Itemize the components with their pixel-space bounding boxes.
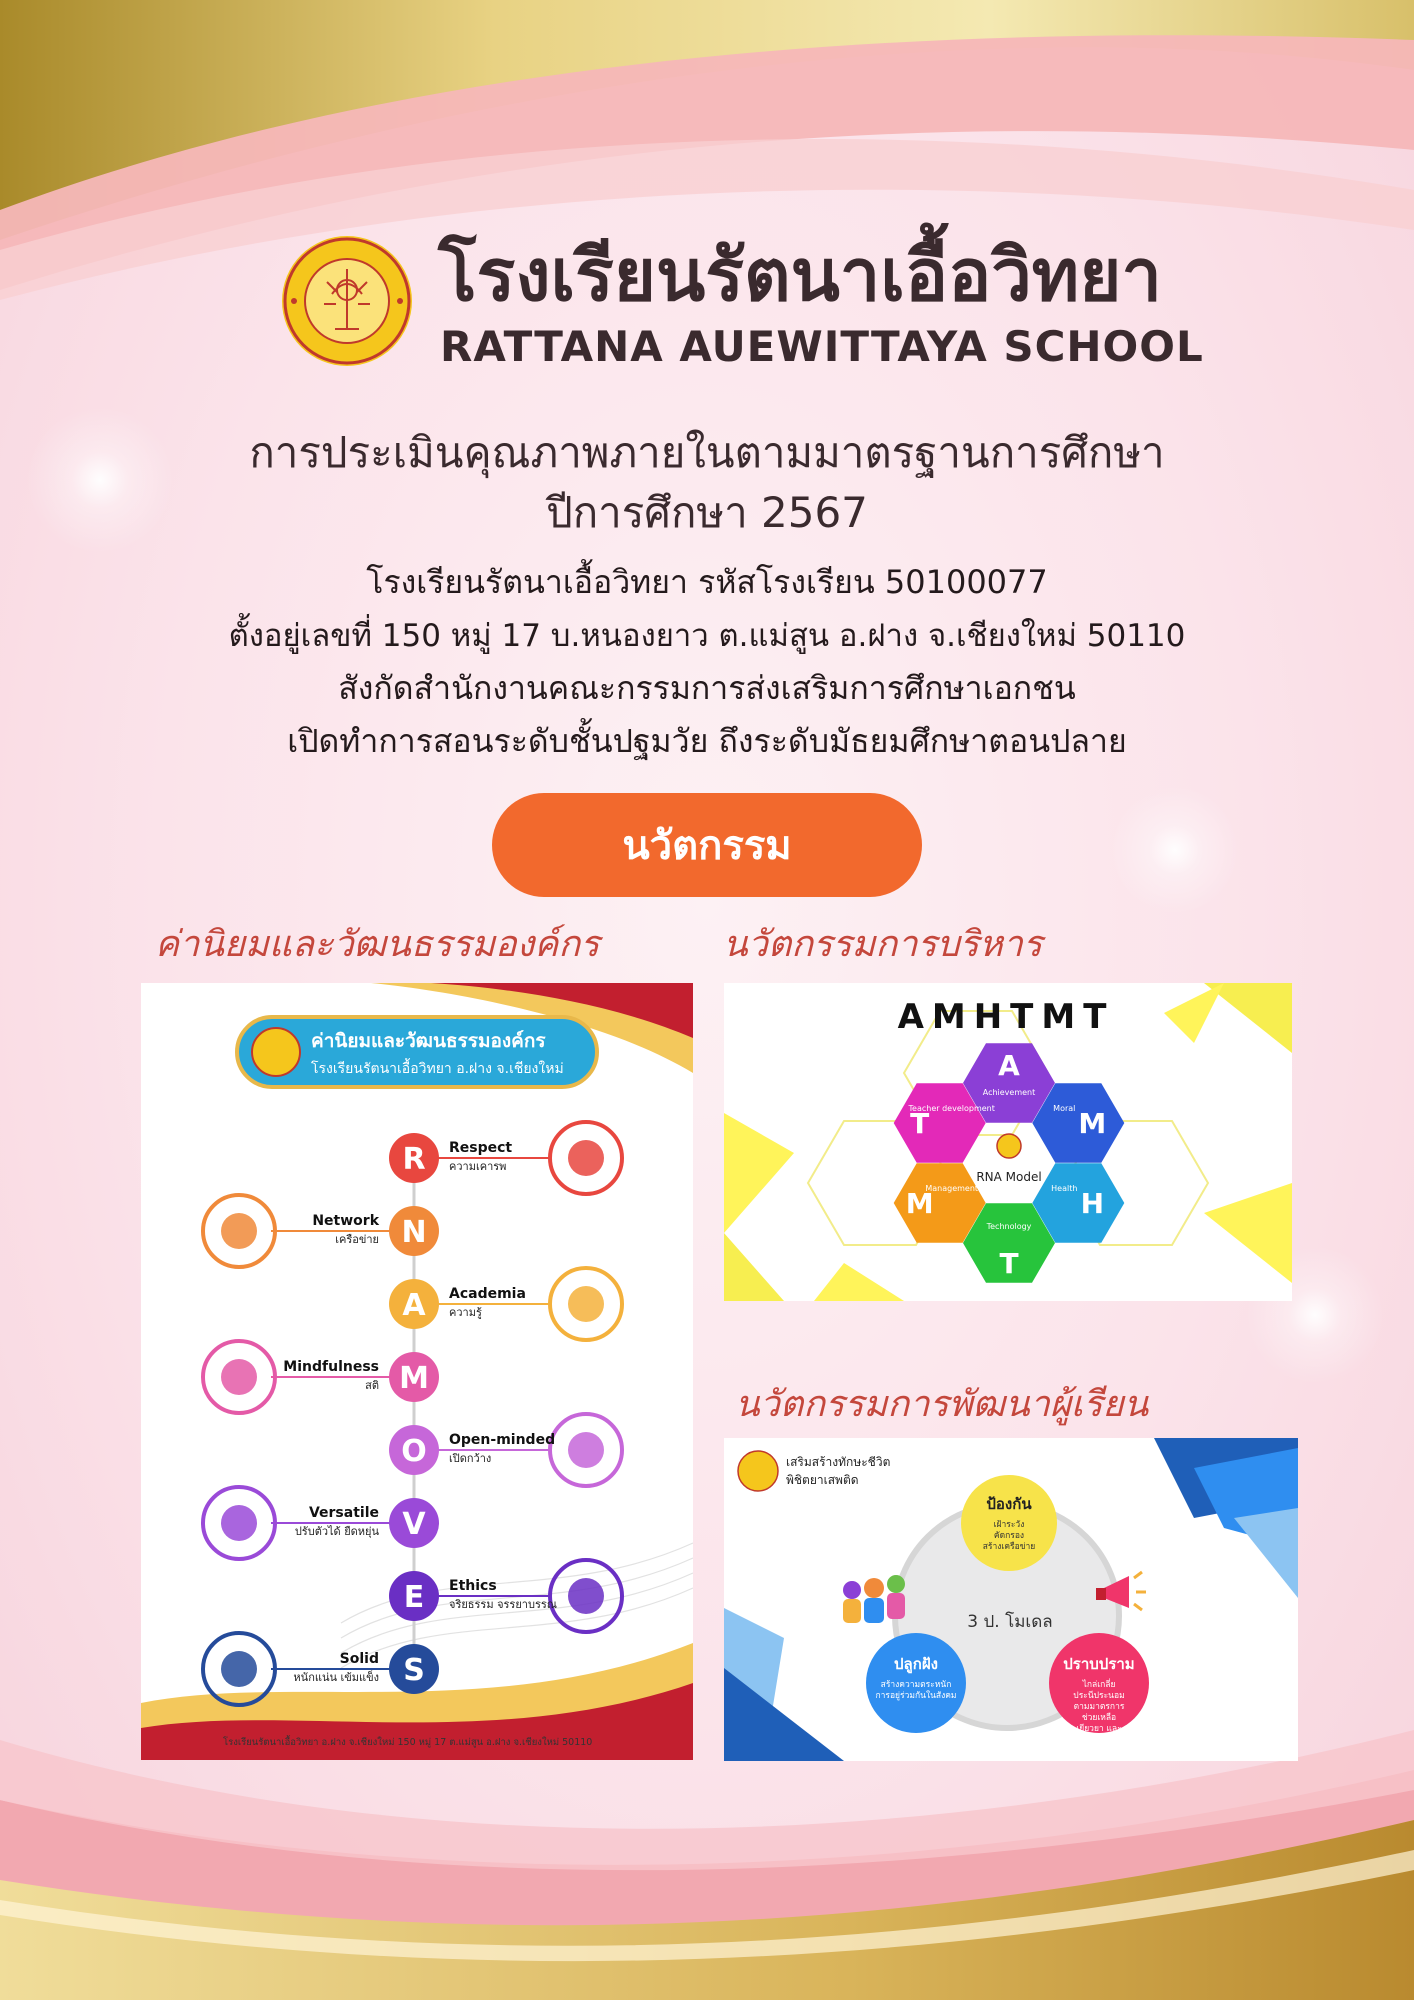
rnamoves-value-th: ความรู้ xyxy=(449,1306,482,1319)
school-header xyxy=(280,230,1204,371)
three-p-header-line1: เสริมสร้างทักษะชีวิต xyxy=(786,1455,891,1469)
rnamoves-value-th: จริยธรรม จรรยาบรรณ xyxy=(449,1598,557,1611)
section-heading-values: ค่านิยมและวัฒนธรรมองค์กร xyxy=(155,924,600,965)
rnamoves-poster[interactable] xyxy=(141,983,693,1760)
amhtmt-label: Teacher development xyxy=(908,1104,995,1113)
rnamoves-letter: O xyxy=(401,1434,427,1469)
rnamoves-value-en: Mindfulness xyxy=(283,1359,379,1375)
rnamoves-letter: N xyxy=(401,1215,427,1250)
school-affiliation-line: สังกัดสำนักงานคณะกรรมการส่งเสริมการศึกษาเอกชน xyxy=(338,669,1076,707)
three-p-circle xyxy=(866,1633,966,1733)
evaluation-title-line1: การประเมินคุณภาพภายในตามมาตรฐานการศึกษา xyxy=(249,428,1165,477)
innovation-button[interactable]: นวัตกรรม xyxy=(492,793,922,897)
rnamoves-letter: V xyxy=(402,1507,426,1542)
three-p-circle-title: ปราบปราม xyxy=(1063,1655,1135,1673)
three-p-circle-text: เฝ้าระวังคัดกรองสร้างเครือข่าย xyxy=(982,1520,1036,1552)
rnamoves-value-th: หนักแน่น เข้มแข็ง xyxy=(293,1671,379,1684)
rnamoves-footer: โรงเรียนรัตนาเอื้อวิทยา อ.ฝาง จ.เชียงใหม่ 150 หมู่ 17 ต.แม่สูน อ.ฝาง จ.เชียงใหม่ 50110 xyxy=(223,1737,593,1748)
rnamoves-letter: A xyxy=(402,1288,426,1323)
rnamoves-value-en: Solid xyxy=(339,1651,379,1667)
rnamoves-value-th: ปรับตัวได้ ยืดหยุ่น xyxy=(294,1525,379,1538)
amhtmt-letter: A xyxy=(998,1049,1020,1082)
school-name-english: RATTANA AUEWITTAYA SCHOOL xyxy=(440,322,1204,371)
school-seal-logo xyxy=(280,234,414,368)
three-p-circle-title: ปลูกฝัง xyxy=(894,1655,938,1673)
rnamoves-value-en: Versatile xyxy=(308,1505,379,1521)
rnamoves-banner-title: ค่านิยมและวัฒนธรรมองค์กร xyxy=(311,1030,546,1052)
rnamoves-letter: R xyxy=(402,1142,426,1177)
amhtmt-letter: M xyxy=(1078,1107,1107,1140)
rnamoves-letter: M xyxy=(399,1361,429,1396)
amhtmt-graphic xyxy=(724,983,1292,1301)
evaluation-title-line2: ปีการศึกษา 2567 xyxy=(546,488,868,537)
rnamoves-value-en: Network xyxy=(312,1213,379,1229)
amhtmt-label: Achievement xyxy=(982,1088,1036,1097)
three-p-circle-text: สร้างความตระหนักการอยู่ร่วมกันในสังคม xyxy=(875,1680,957,1701)
three-p-circle xyxy=(961,1475,1057,1571)
amhtmt-letter: H xyxy=(1080,1187,1105,1220)
three-p-center-label: 3 ป. โมเดล xyxy=(967,1612,1053,1632)
rnamoves-value-th: เครือข่าย xyxy=(335,1233,379,1246)
three-p-graphic xyxy=(724,1438,1298,1761)
three-p-model[interactable] xyxy=(724,1438,1298,1761)
rnamoves-letter: E xyxy=(403,1580,425,1615)
three-p-circle-title: ป้องกัน xyxy=(986,1495,1032,1513)
amhtmt-letter: T xyxy=(910,1107,930,1140)
amhtmt-center-label: RNA Model xyxy=(976,1170,1042,1184)
amhtmt-letter: T xyxy=(999,1247,1019,1280)
school-levels-line: เปิดทำการสอนระดับชั้นปฐมวัย ถึงระดับมัธยมศึกษาตอนปลาย xyxy=(287,722,1127,760)
amhtmt-label: Technology xyxy=(986,1222,1032,1231)
people-illustration xyxy=(843,1575,905,1623)
rnamoves-value-th: ความเคารพ xyxy=(449,1160,507,1173)
school-name-thai: โรงเรียนรัตนาเอื้อวิทยา xyxy=(438,233,1162,317)
rnamoves-value-th: เปิดกว้าง xyxy=(449,1452,492,1465)
rnamoves-value-en: Academia xyxy=(449,1286,526,1302)
amhtmt-title: AMHTMT xyxy=(897,997,1115,1037)
amhtmt-label: Health xyxy=(1051,1184,1078,1193)
rnamoves-value-en: Respect xyxy=(449,1140,513,1156)
section-heading-admin: นวัตกรรมการบริหาร xyxy=(723,924,1043,965)
sparkle-right xyxy=(1105,780,1245,920)
amhtmt-model[interactable] xyxy=(724,983,1292,1301)
amhtmt-letter: M xyxy=(905,1187,934,1220)
school-address-line: ตั้งอยู่เลขที่ 150 หมู่ 17 บ.หนองยาว ต.แม่สูน อ.ฝาง จ.เชียงใหม่ 50110 xyxy=(228,618,1186,654)
three-p-header-line2: พิชิตยาเสพติด xyxy=(786,1473,859,1487)
amhtmt-label: Management xyxy=(925,1184,979,1193)
rnamoves-graphic xyxy=(141,983,693,1760)
three-p-circle-text: ไกล่เกลี่ยประนีประนอมตามมาตรการช่วยเหลือเยียวยา และฟื้นฟูจิตใจ xyxy=(1073,1680,1125,1745)
rnamoves-value-en: Open-minded xyxy=(449,1432,556,1448)
rnamoves-value-en: Ethics xyxy=(449,1578,497,1594)
rnamoves-value-th: สติ xyxy=(365,1379,379,1392)
amhtmt-label: Moral xyxy=(1053,1104,1076,1113)
school-code-line: โรงเรียนรัตนาเอื้อวิทยา รหัสโรงเรียน 50100077 xyxy=(366,563,1048,601)
rnamoves-letter: S xyxy=(403,1653,425,1688)
rnamoves-banner-subtitle: โรงเรียนรัตนาเอื้อวิทยา อ.ฝาง จ.เชียงใหม่ xyxy=(311,1061,564,1077)
section-heading-learner: นวัตกรรมการพัฒนาผู้เรียน xyxy=(735,1384,1149,1425)
